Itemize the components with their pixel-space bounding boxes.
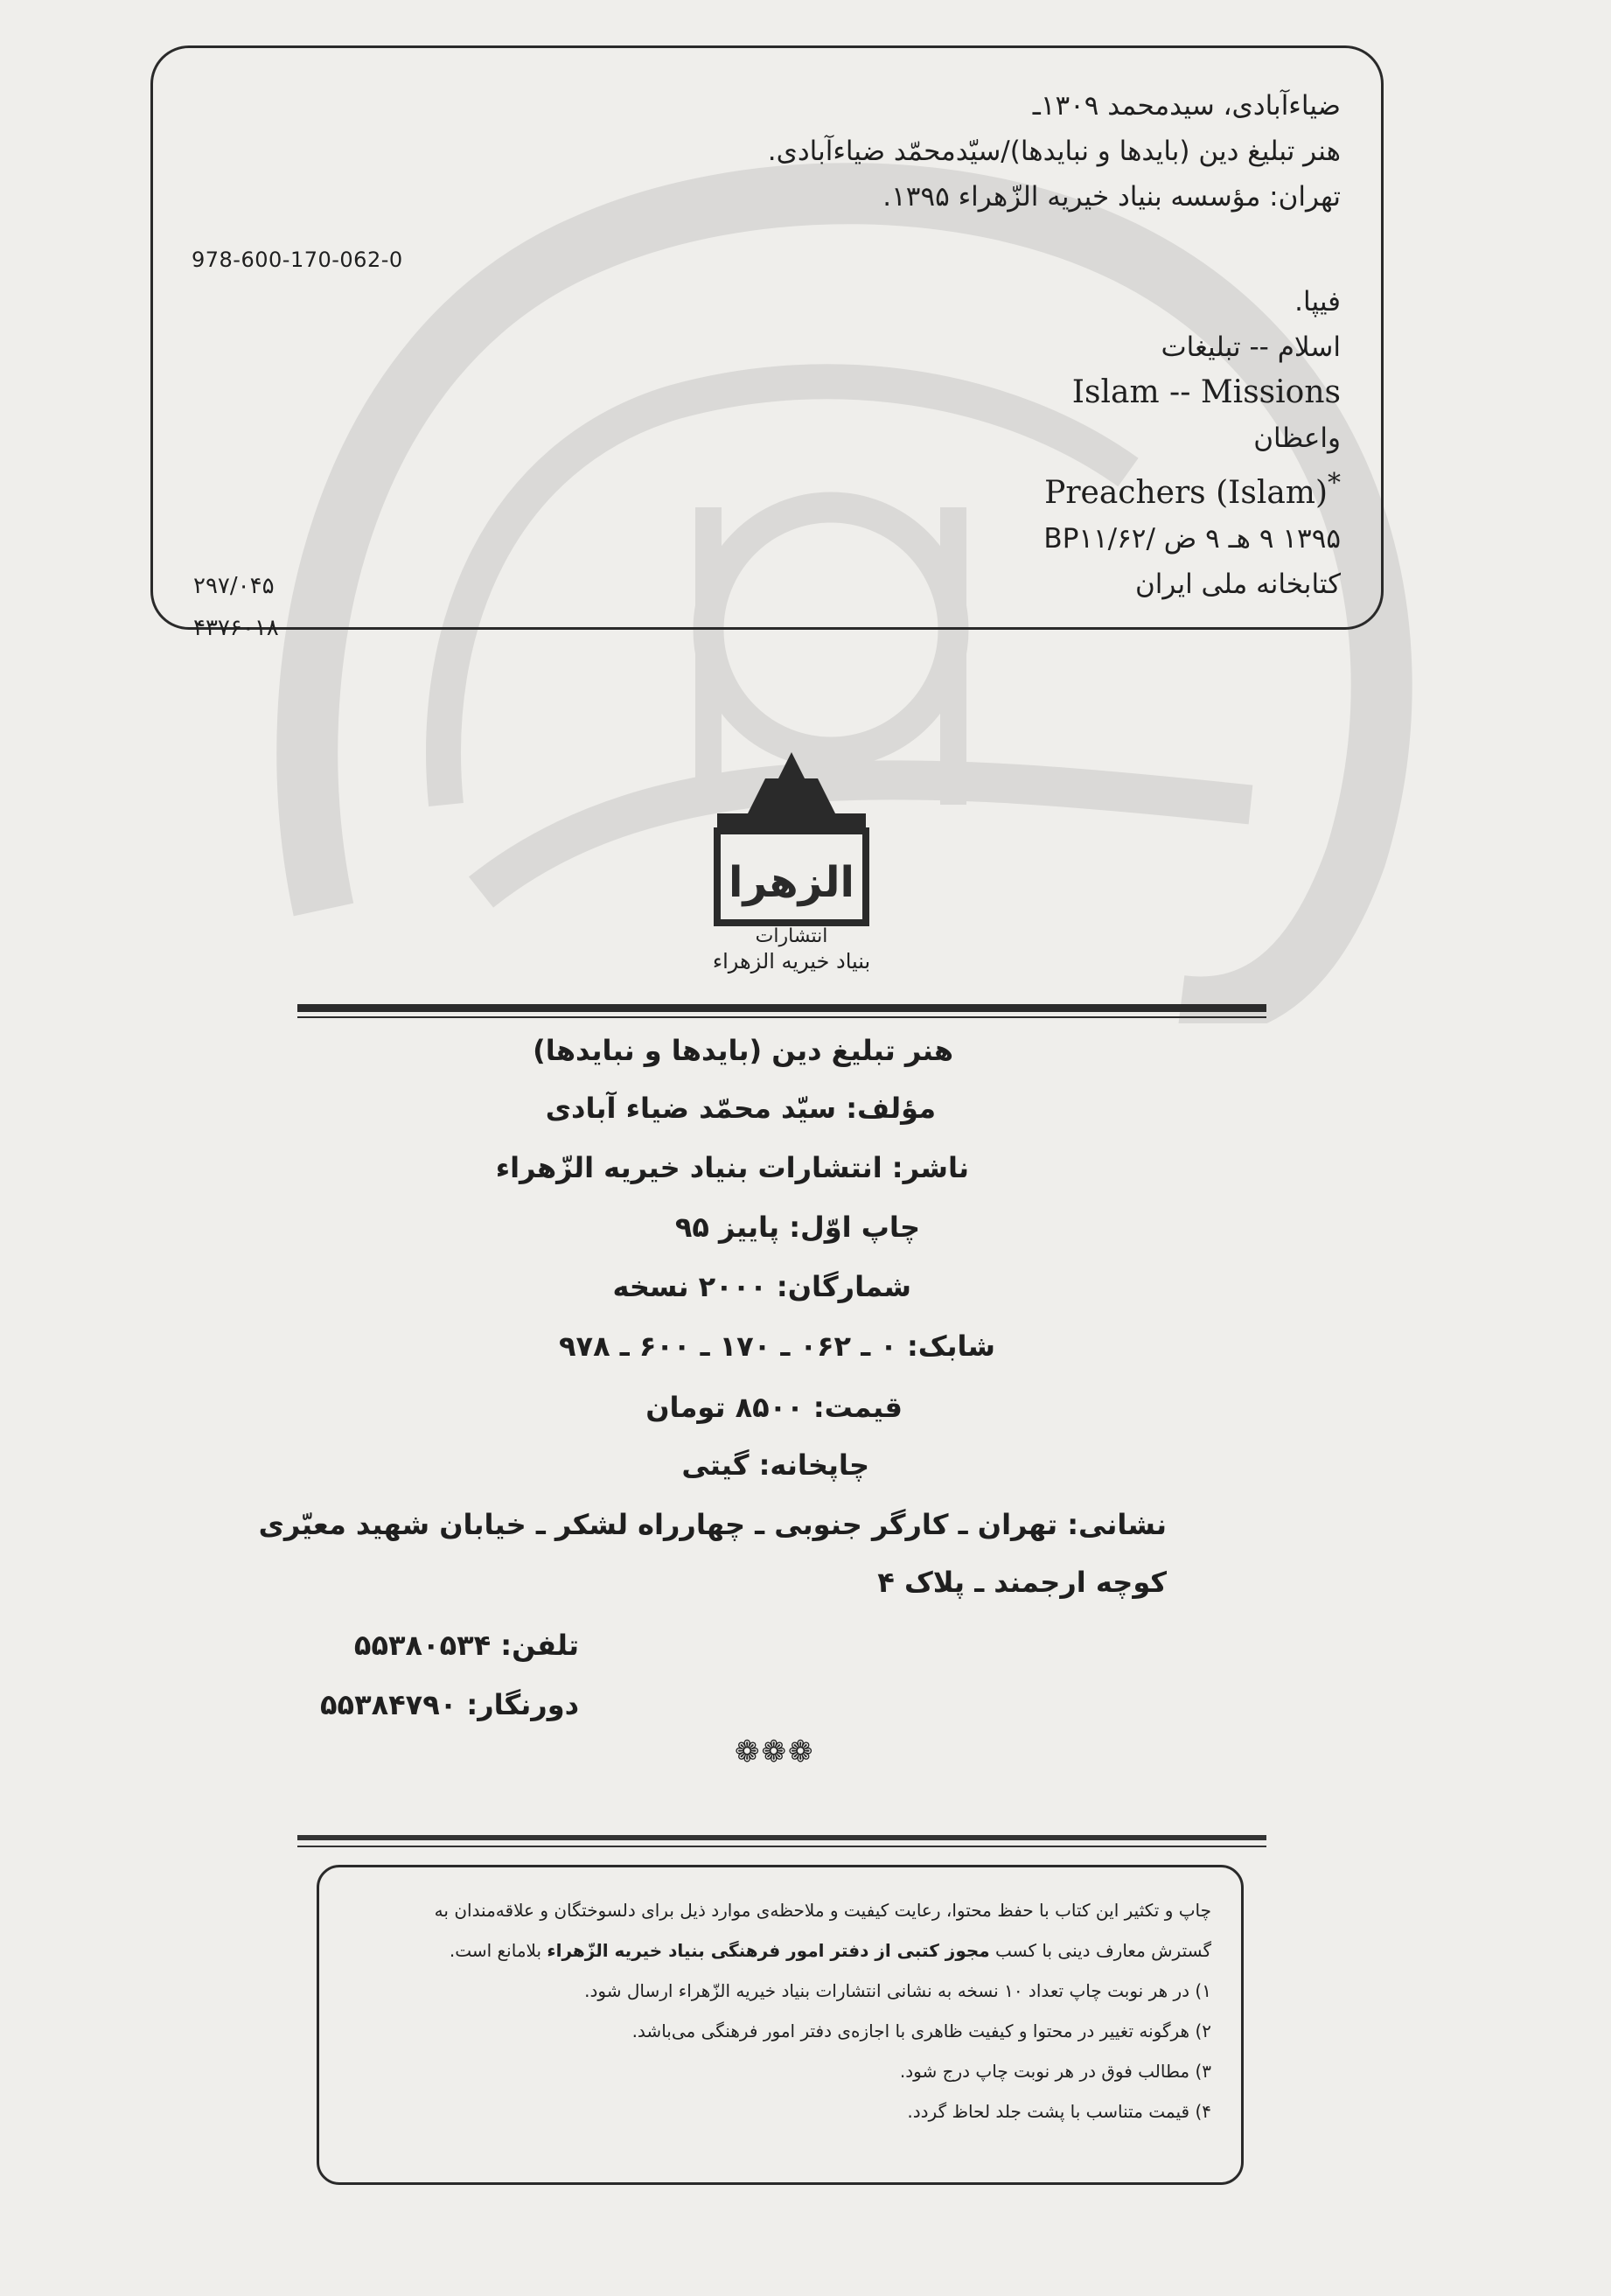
- publisher: ناشر: انتشارات بنیاد خیریه الزّهراء: [495, 1151, 969, 1184]
- cip-subject-en-2-text: Preachers (Islam): [1044, 475, 1328, 511]
- isbn: شابک: ۰ ـ ۰۶۲ ـ ۱۷۰ ـ ۶۰۰ ـ ۹۷۸: [559, 1329, 995, 1363]
- author: مؤلف: سیّد محمّد ضیاء آبادی: [545, 1092, 936, 1125]
- cip-national-number: ۴۳۷۶۰۱۸: [193, 615, 279, 641]
- cip-call-number: ۱۳۹۵ ۹ هـ ۹ ض /BP۱۱/۶۲: [1043, 523, 1341, 555]
- edition: چاپ اوّل: پاییز ۹۵: [674, 1211, 920, 1244]
- cataloguing-box: [150, 45, 1384, 641]
- cip-author: ضیاءآبادی، سیدمحمد ۱۳۰۹ـ: [1032, 90, 1341, 122]
- publisher-name-line-1: انتشارات: [755, 925, 828, 947]
- publisher-name-line-2: بنیاد خیریه الزهراء: [712, 949, 871, 974]
- asterisk-mark: *: [1328, 468, 1341, 499]
- cip-subject-fa-1: اسلام -- تبلیغات: [1161, 331, 1341, 363]
- address-line-2: کوچه ارجمند ـ پلاک ۴: [877, 1566, 1167, 1599]
- cataloguing-record: [361, 83, 1341, 607]
- divider-bottom-thin: [297, 1846, 1266, 1847]
- cip-fipa: فیپا.: [1294, 286, 1341, 318]
- ornament: ❁❁❁: [735, 1734, 815, 1769]
- reprint-notice: [337, 1890, 1211, 2132]
- notice-line-2c: بلامانع است.: [449, 1940, 542, 1961]
- cip-subject-fa-2: واعظان: [1253, 422, 1341, 454]
- divider-top-thin: [297, 1016, 1266, 1018]
- notice-item-2: ۲) هرگونه تغییر در محتوا و کیفیت ظاهری با اجازه‌ی دفتر امور فرهنگی می‌باشد.: [631, 2020, 1211, 2041]
- cip-classification: ۲۹۷/۰۴۵: [193, 573, 275, 599]
- address-line-1: نشانی: تهران ـ کارگر جنوبی ـ چهارراه لشکر ـ خیابان شهید معیّری: [258, 1508, 1167, 1541]
- cip-title: هنر تبلیغ دین (بایدها و نبایدها)/سیّدمحمّد ضیاءآبادی.: [767, 136, 1341, 167]
- cip-library: کتابخانه ملی ایران: [1134, 569, 1341, 600]
- book-title: هنر تبلیغ دین (بایدها و نبایدها): [533, 1034, 953, 1067]
- logo-text: الزهرا: [729, 858, 854, 907]
- notice-item-1: ۱) در هر نوبت چاپ تعداد ۱۰ نسخه به نشانی انتشارات بنیاد خیریه الزّهراء ارسال شود.: [584, 1980, 1211, 2001]
- divider-top: [297, 1004, 1266, 1012]
- reprint-notice-box: [317, 1865, 1244, 2185]
- notice-line-2a: گسترش معارف دینی با کسب: [995, 1940, 1211, 1961]
- price: قیمت: ۸۵۰۰ تومان: [645, 1391, 903, 1424]
- cip-subject-en-2: [361, 461, 1341, 516]
- notice-line-1: چاپ و تکثیر این کتاب با حفظ محتوا، رعایت کیفیت و ملاحظه‌ی موارد ذیل برای دلسوختگان و علاقه‌مندان به: [434, 1900, 1211, 1921]
- cip-imprint: تهران: مؤسسه بنیاد خیریه الزّهراء ۱۳۹۵.: [882, 181, 1341, 213]
- notice-item-4: ۴) قیمت متناسب با پشت جلد لحاظ گردد.: [907, 2101, 1211, 2122]
- notice-line-2: [337, 1930, 1211, 1971]
- fax: دورنگار: ۵۵۳۸۴۷۹۰: [320, 1688, 579, 1721]
- notice-item-3: ۳) مطالب فوق در هر نوبت چاپ درج شود.: [899, 2061, 1211, 2082]
- divider-bottom: [297, 1835, 1266, 1840]
- phone: تلفن: ۵۵۳۸۰۵۳۴: [353, 1629, 579, 1662]
- print-run: شمارگان: ۲۰۰۰ نسخه: [612, 1270, 911, 1303]
- cip-isbn: 978-600-170-062-0: [192, 248, 403, 272]
- cip-subject-en-1: Islam -- Missions: [1071, 374, 1341, 410]
- notice-permit: مجوز کتبی از دفتر امور فرهنگی بنیاد خیریه الزّهراء: [547, 1940, 990, 1961]
- printer: چاپخانه: گیتی: [681, 1448, 869, 1482]
